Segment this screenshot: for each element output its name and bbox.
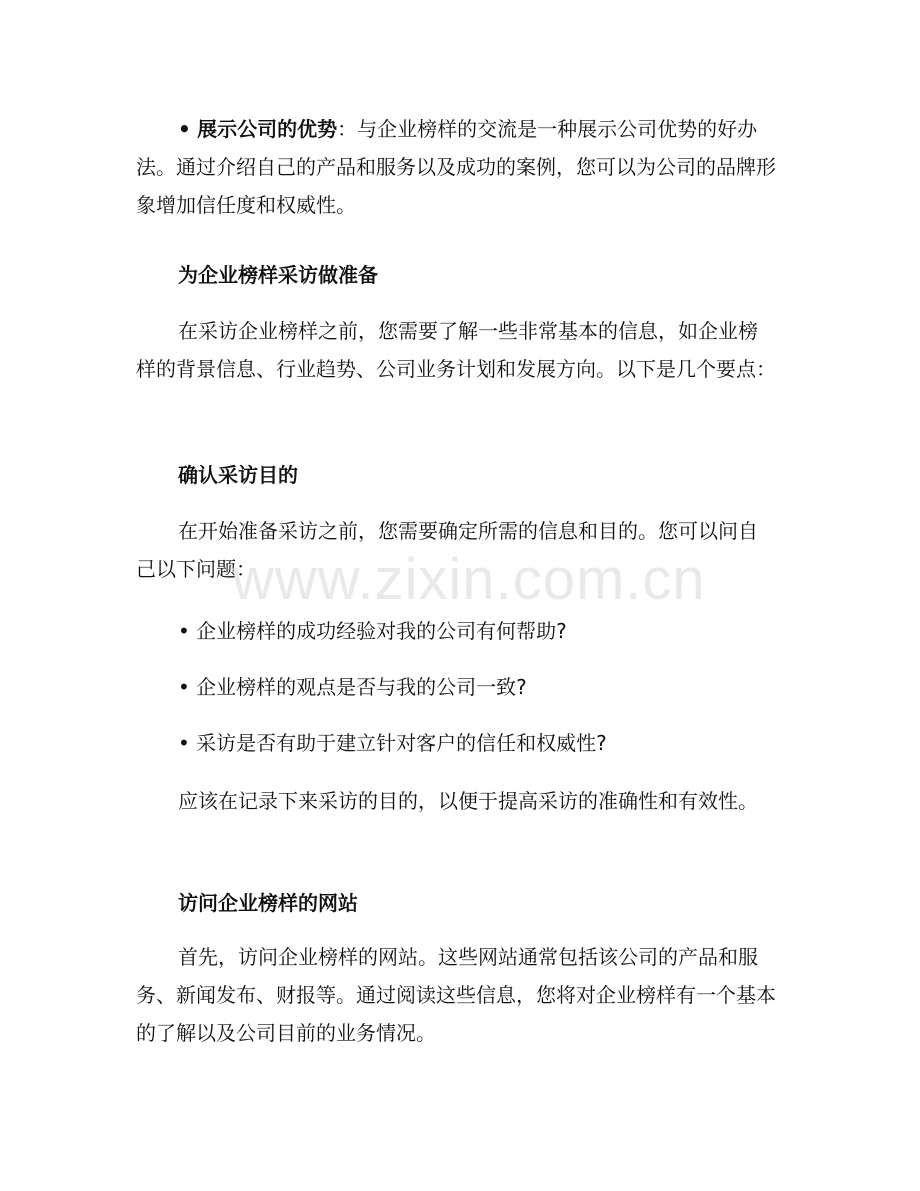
advantage-colon: ：: [337, 117, 358, 141]
paragraph-prepare: 在采访企业榜样之前，您需要了解一些非常基本的信息，如企业榜样的背景信息、行业趋势、公司业务计划和发展方向。以下是几个要点：: [136, 319, 776, 381]
section-heading-purpose: 确认采访目的: [178, 463, 298, 487]
section-heading-website: 访问企业榜样的网站: [178, 891, 358, 915]
advantage-bullet-item: [136, 110, 776, 224]
paragraph-website: 首先，访问企业榜样的网站。这些网站通常包括该公司的产品和服务、新闻发布、财报等。通过阅读这些信息，您将对企业榜样有一个基本的了解以及公司目前的业务情况。: [136, 945, 776, 1045]
watermark: www.zixin.com.cn: [232, 547, 706, 612]
question-item-1: • 企业榜样的成功经验对我的公司有何帮助?: [178, 619, 567, 643]
advantage-text: 与企业榜样的交流是一种展示公司优势的好办法。通过介绍自己的产品和服务以及成功的案例，您可以为公司的品牌形象增加信任度和权威性。: [136, 117, 776, 217]
section-heading-prepare: 为企业榜样采访做准备: [178, 263, 378, 287]
paragraph-purpose: 在开始准备采访之前，您需要确定所需的信息和目的。您可以问自己以下问题：: [136, 519, 758, 581]
paragraph-purpose-closing: 应该在记录下来采访的目的，以便于提高采访的准确性和有效性。: [178, 789, 758, 813]
question-item-2: • 企业榜样的观点是否与我的公司一致?: [178, 675, 527, 699]
bullet-marker: •: [178, 117, 191, 141]
advantage-title: 展示公司的优势: [197, 117, 338, 141]
question-item-3: • 采访是否有助于建立针对客户的信任和权威性?: [178, 731, 607, 755]
